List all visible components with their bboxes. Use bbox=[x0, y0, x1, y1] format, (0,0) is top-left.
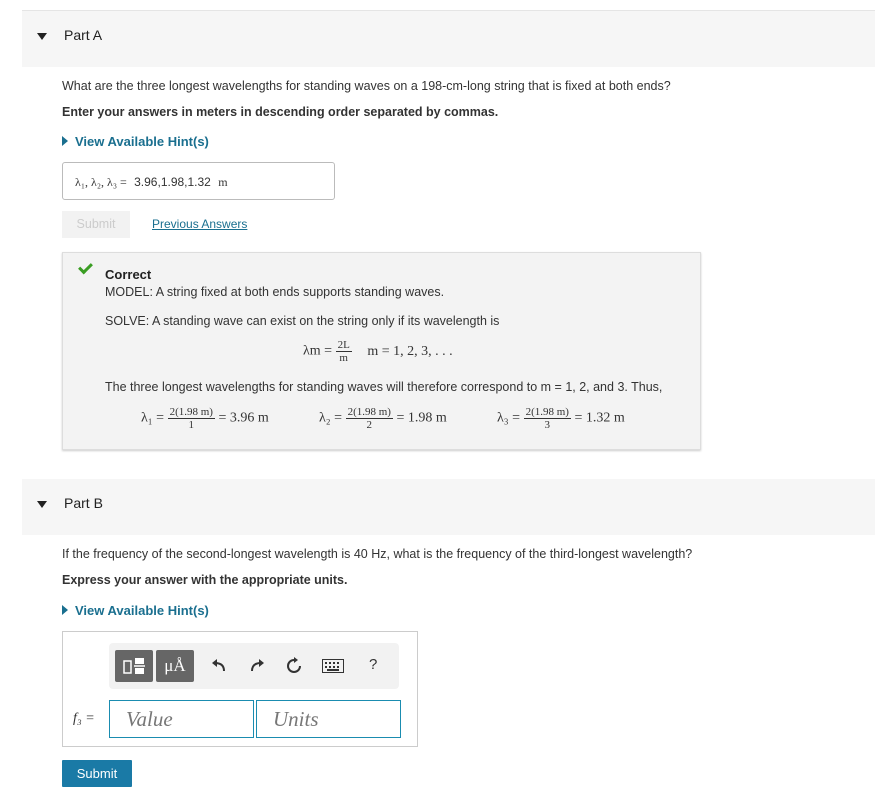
answer-value: 3.96,1.98,1.32 bbox=[134, 175, 211, 189]
previous-answers-link[interactable]: Previous Answers bbox=[152, 217, 248, 231]
templates-button[interactable] bbox=[115, 650, 153, 682]
result-num: 2(1.98 m) bbox=[169, 406, 213, 418]
part-a-instruction: Enter your answers in meters in descending order separated by commas. bbox=[62, 105, 499, 119]
result-lhs: λ₃ = bbox=[497, 410, 521, 426]
answer-unit: m bbox=[218, 175, 228, 189]
f3-label: f₃ = bbox=[73, 711, 95, 726]
result-equation-3 bbox=[497, 406, 625, 431]
part-b-header[interactable] bbox=[22, 479, 875, 535]
part-a-title: Part A bbox=[64, 27, 103, 43]
part-a-header[interactable] bbox=[22, 11, 875, 67]
collapse-triangle-icon[interactable] bbox=[37, 501, 47, 508]
result-rhs: = 1.32 m bbox=[574, 410, 625, 426]
formula-fraction bbox=[336, 339, 352, 364]
redo-icon[interactable] bbox=[249, 658, 265, 674]
hint-label: View Available Hint(s) bbox=[75, 134, 209, 149]
keyboard-icon[interactable] bbox=[322, 659, 344, 673]
units-input[interactable]: Units bbox=[256, 700, 401, 738]
result-lhs: λ₂ = bbox=[319, 410, 343, 426]
result-equation-1 bbox=[141, 406, 269, 431]
math-toolbar bbox=[109, 643, 399, 689]
expand-arrow-icon bbox=[62, 605, 68, 615]
result-lhs: λ₁ = bbox=[141, 410, 165, 426]
result-den: 3 bbox=[544, 419, 551, 431]
expand-arrow-icon bbox=[62, 136, 68, 146]
formula-rhs: m = 1, 2, 3, . . . bbox=[367, 343, 453, 359]
units-button[interactable]: μÅ bbox=[156, 650, 194, 682]
help-button[interactable]: ? bbox=[369, 656, 378, 673]
part-a-hint-toggle[interactable] bbox=[62, 134, 209, 149]
part-b-instruction: Express your answer with the appropriate units. bbox=[62, 573, 348, 587]
feedback-panel bbox=[62, 252, 701, 450]
part-a-question: What are the three longest wavelengths for standing waves on a 198-cm-long string that is fixed at both ends? bbox=[62, 79, 671, 93]
collapse-triangle-icon[interactable] bbox=[37, 33, 47, 40]
result-rhs: = 1.98 m bbox=[396, 410, 447, 426]
part-a-submit-button[interactable]: Submit bbox=[62, 211, 130, 238]
result-num: 2(1.98 m) bbox=[525, 406, 569, 418]
result-rhs: = 3.96 m bbox=[218, 410, 269, 426]
feedback-solve: SOLVE: A standing wave can exist on the string only if its wavelength is bbox=[105, 314, 500, 328]
wavelength-formula bbox=[303, 339, 453, 364]
formula-num: 2L bbox=[337, 339, 350, 351]
value-input[interactable]: Value bbox=[109, 700, 254, 738]
part-b-hint-toggle[interactable] bbox=[62, 603, 209, 618]
answer-widget bbox=[62, 631, 418, 747]
feedback-therefore: The three longest wavelengths for standing waves will therefore correspond to m = 1, 2, and 3. Thus, bbox=[105, 380, 663, 394]
answer-prefix: λ₁, λ₂, λ₃ = bbox=[75, 175, 127, 189]
result-den: 2 bbox=[366, 419, 373, 431]
hint-label: View Available Hint(s) bbox=[75, 603, 209, 618]
result-num: 2(1.98 m) bbox=[347, 406, 391, 418]
reset-icon[interactable] bbox=[285, 657, 303, 675]
formula-den: m bbox=[339, 352, 348, 364]
part-b-question: If the frequency of the second-longest wavelength is 40 Hz, what is the frequency of the third-longest wavelength? bbox=[62, 547, 693, 561]
result-den: 1 bbox=[188, 419, 195, 431]
undo-icon[interactable] bbox=[211, 658, 227, 674]
templates-icon bbox=[115, 650, 153, 682]
checkmark-icon bbox=[78, 260, 93, 275]
formula-lhs: λm = bbox=[303, 343, 333, 359]
part-b-title: Part B bbox=[64, 495, 103, 511]
feedback-status: Correct bbox=[105, 267, 152, 282]
feedback-model: MODEL: A string fixed at both ends supports standing waves. bbox=[105, 285, 445, 299]
part-a-answer-field[interactable] bbox=[62, 162, 335, 200]
part-b-submit-button[interactable]: Submit bbox=[62, 760, 132, 787]
result-equation-2 bbox=[319, 406, 447, 431]
